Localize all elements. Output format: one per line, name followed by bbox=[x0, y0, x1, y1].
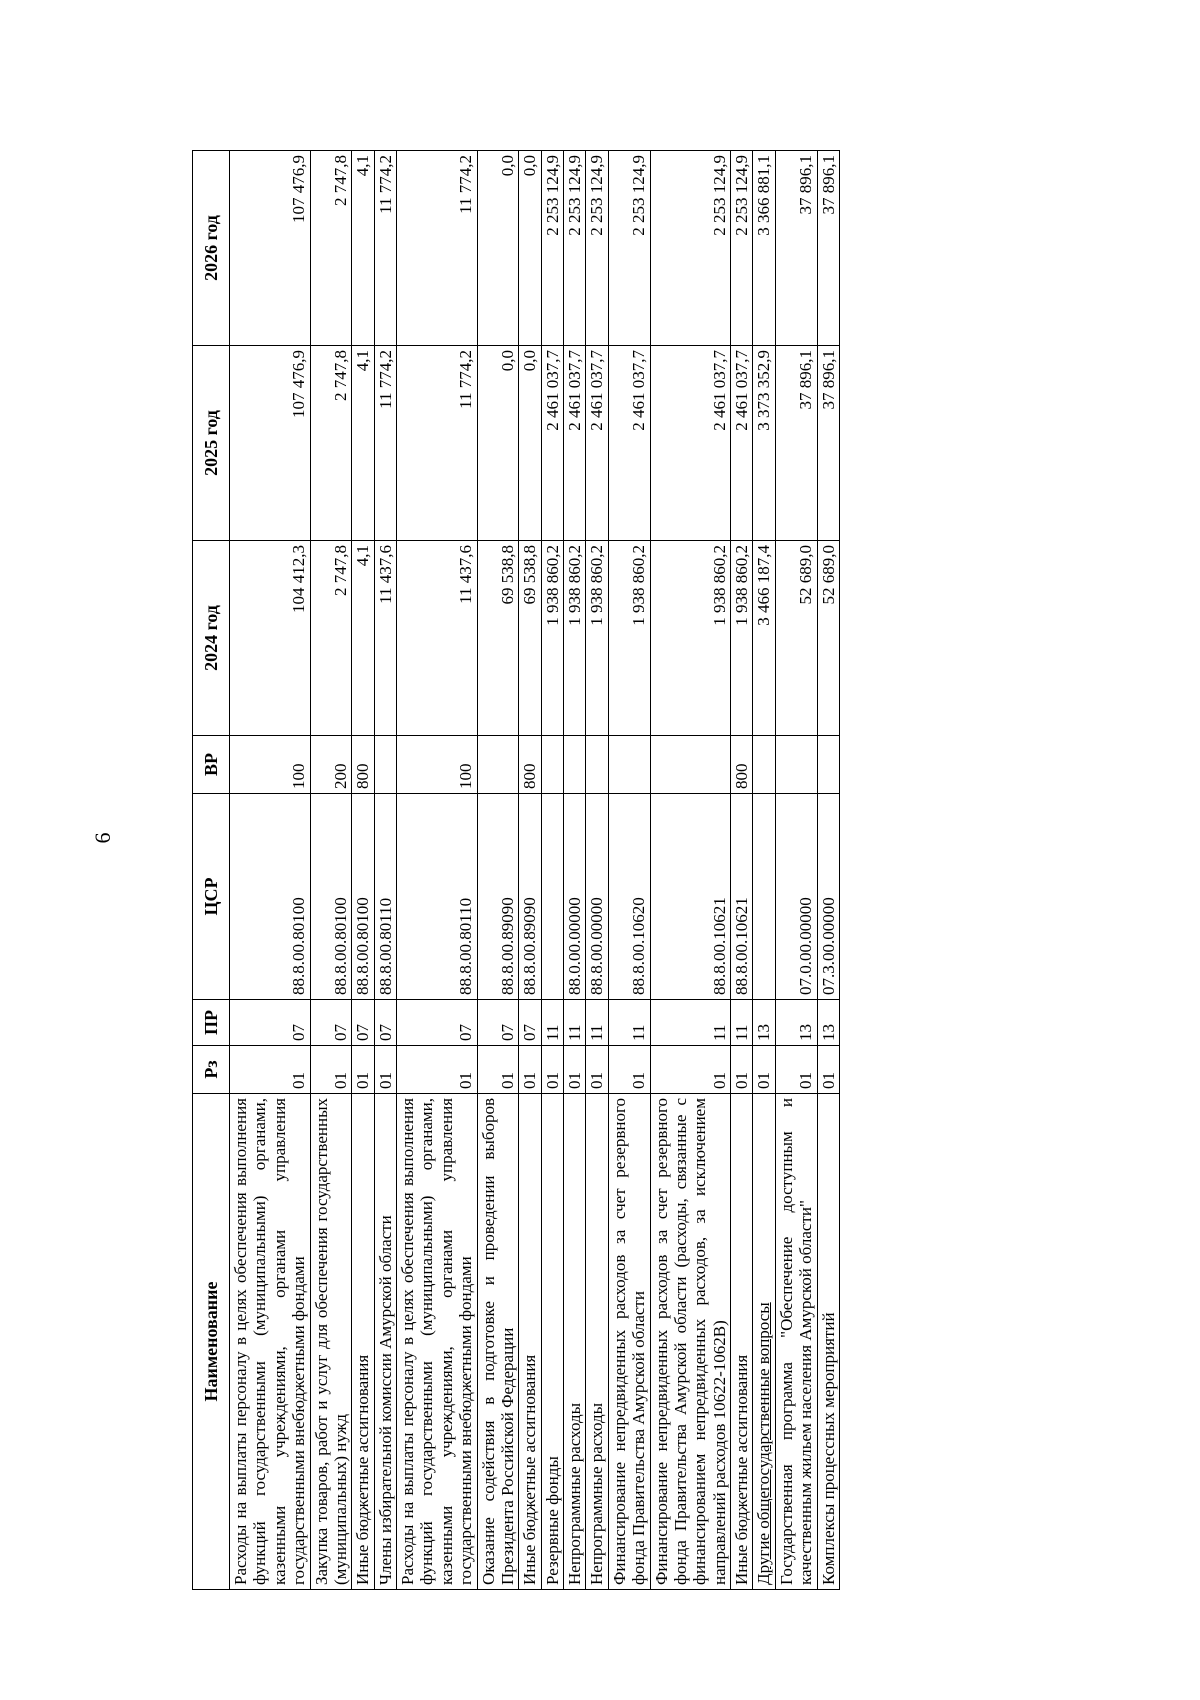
cell-rz: 01 bbox=[477, 1046, 519, 1094]
cell-name: Расходы на выплаты персоналу в целях обеспечения выполнения функций государственными (муниципальными) органами, казенными учреждениями, органами управления государственными внебюджетными фондами bbox=[397, 1094, 478, 1590]
cell-vr bbox=[564, 736, 586, 794]
cell-name: Закупка товаров, работ и услуг для обеспечения государственных (муниципальных) нужд bbox=[310, 1094, 352, 1590]
cell-rz: 01 bbox=[731, 1046, 753, 1094]
cell-2025: 37 896,1 bbox=[817, 346, 839, 541]
cell-2025: 2 461 037,7 bbox=[650, 346, 731, 541]
cell-rz: 01 bbox=[564, 1046, 586, 1094]
cell-csr: 88.8.00.89090 bbox=[519, 794, 541, 1000]
cell-name: Члены избирательной комиссии Амурской области bbox=[374, 1094, 396, 1590]
budget-table bbox=[192, 150, 840, 1590]
cell-vr bbox=[650, 736, 731, 794]
cell-2025: 3 373 352,9 bbox=[753, 346, 775, 541]
cell-pr: 11 bbox=[608, 1000, 650, 1046]
cell-name: Финансирование непредвиденных расходов за счет резервного фонда Правительства Амурской области (расходы, связанные с финансированием непредвиденных расходов, за исключением направлений расходов 10622-1062В) bbox=[650, 1094, 731, 1590]
cell-csr: 88.0.00.00000 bbox=[564, 794, 586, 1000]
table-row bbox=[775, 151, 817, 1590]
header-pr: ПР bbox=[193, 1000, 230, 1046]
table-row bbox=[477, 151, 519, 1590]
cell-2025: 107 476,9 bbox=[230, 346, 311, 541]
header-2025: 2025 год bbox=[193, 346, 230, 541]
cell-2025: 4,1 bbox=[352, 346, 374, 541]
table-row bbox=[541, 151, 563, 1590]
cell-name: Иные бюджетные ассигнования bbox=[731, 1094, 753, 1590]
table-row bbox=[650, 151, 731, 1590]
cell-2026: 11 774,2 bbox=[374, 151, 396, 346]
cell-pr: 13 bbox=[775, 1000, 817, 1046]
table-row bbox=[519, 151, 541, 1590]
cell-csr: 88.8.00.89090 bbox=[477, 794, 519, 1000]
cell-pr: 11 bbox=[564, 1000, 586, 1046]
cell-2025: 37 896,1 bbox=[775, 346, 817, 541]
page-number: 6 bbox=[90, 832, 115, 844]
header-vr: ВР bbox=[193, 736, 230, 794]
cell-vr bbox=[753, 736, 775, 794]
cell-vr bbox=[608, 736, 650, 794]
cell-pr: 07 bbox=[310, 1000, 352, 1046]
cell-csr: 07.0.00.00000 bbox=[775, 794, 817, 1000]
table-row bbox=[310, 151, 352, 1590]
cell-2026: 11 774,2 bbox=[397, 151, 478, 346]
cell-vr bbox=[477, 736, 519, 794]
cell-pr: 07 bbox=[519, 1000, 541, 1046]
cell-csr: 07.3.00.00000 bbox=[817, 794, 839, 1000]
cell-rz: 01 bbox=[374, 1046, 396, 1094]
table-body bbox=[230, 151, 840, 1590]
cell-pr: 13 bbox=[817, 1000, 839, 1046]
cell-vr bbox=[775, 736, 817, 794]
table-row bbox=[608, 151, 650, 1590]
cell-pr: 07 bbox=[230, 1000, 311, 1046]
cell-2025: 2 461 037,7 bbox=[586, 346, 608, 541]
cell-2025: 2 461 037,7 bbox=[608, 346, 650, 541]
cell-2025: 0,0 bbox=[477, 346, 519, 541]
cell-2025: 2 747,8 bbox=[310, 346, 352, 541]
cell-name: Комплексы процессных мероприятий bbox=[817, 1094, 839, 1590]
cell-name: Иные бюджетные ассигнования bbox=[519, 1094, 541, 1590]
cell-2024: 1 938 860,2 bbox=[541, 541, 563, 736]
table-row bbox=[374, 151, 396, 1590]
table-row bbox=[586, 151, 608, 1590]
cell-rz: 01 bbox=[817, 1046, 839, 1094]
cell-pr: 07 bbox=[374, 1000, 396, 1046]
table-row bbox=[817, 151, 839, 1590]
cell-2024: 1 938 860,2 bbox=[564, 541, 586, 736]
cell-2026: 3 366 881,1 bbox=[753, 151, 775, 346]
rotated-table-container bbox=[192, 150, 1012, 1590]
cell-csr bbox=[541, 794, 563, 1000]
cell-2025: 2 461 037,7 bbox=[731, 346, 753, 541]
cell-pr: 11 bbox=[541, 1000, 563, 1046]
cell-rz: 01 bbox=[352, 1046, 374, 1094]
cell-2026: 2 747,8 bbox=[310, 151, 352, 346]
cell-name: Финансирование непредвиденных расходов за счет резервного фонда Правительства Амурской области bbox=[608, 1094, 650, 1590]
cell-2024: 52 689,0 bbox=[775, 541, 817, 736]
cell-rz: 01 bbox=[310, 1046, 352, 1094]
cell-vr: 800 bbox=[519, 736, 541, 794]
cell-2024: 1 938 860,2 bbox=[650, 541, 731, 736]
cell-csr: 88.8.00.80110 bbox=[374, 794, 396, 1000]
cell-2025: 11 774,2 bbox=[397, 346, 478, 541]
cell-vr bbox=[586, 736, 608, 794]
cell-name: Расходы на выплаты персоналу в целях обеспечения выполнения функций государственными (муниципальными) органами, казенными учреждениями, органами управления государственными внебюджетными фондами bbox=[230, 1094, 311, 1590]
cell-vr: 800 bbox=[352, 736, 374, 794]
cell-2024: 1 938 860,2 bbox=[586, 541, 608, 736]
cell-2024: 4,1 bbox=[352, 541, 374, 736]
cell-2026: 107 476,9 bbox=[230, 151, 311, 346]
cell-vr: 100 bbox=[230, 736, 311, 794]
cell-name: Иные бюджетные ассигнования bbox=[352, 1094, 374, 1590]
table-row bbox=[731, 151, 753, 1590]
cell-csr: 88.8.00.10621 bbox=[731, 794, 753, 1000]
cell-rz: 01 bbox=[775, 1046, 817, 1094]
cell-vr: 100 bbox=[397, 736, 478, 794]
cell-pr: 11 bbox=[731, 1000, 753, 1046]
cell-2024: 69 538,8 bbox=[477, 541, 519, 736]
cell-csr bbox=[753, 794, 775, 1000]
cell-rz: 01 bbox=[541, 1046, 563, 1094]
cell-rz: 01 bbox=[586, 1046, 608, 1094]
cell-rz: 01 bbox=[753, 1046, 775, 1094]
table-header-row bbox=[193, 151, 230, 1590]
cell-csr: 88.8.00.00000 bbox=[586, 794, 608, 1000]
cell-2024: 52 689,0 bbox=[817, 541, 839, 736]
cell-2024: 69 538,8 bbox=[519, 541, 541, 736]
header-name: Наименование bbox=[193, 1094, 230, 1590]
cell-rz: 01 bbox=[608, 1046, 650, 1094]
cell-pr: 11 bbox=[586, 1000, 608, 1046]
cell-2026: 2 253 124,9 bbox=[586, 151, 608, 346]
cell-name: Оказание содействия в подготовке и проведении выборов Президента Российской Федерации bbox=[477, 1094, 519, 1590]
cell-vr bbox=[374, 736, 396, 794]
cell-csr: 88.8.00.80110 bbox=[397, 794, 478, 1000]
table-row bbox=[352, 151, 374, 1590]
header-rz: Рз bbox=[193, 1046, 230, 1094]
cell-name: Государственная программа "Обеспечение доступным и качественным жильем населения Амурской области" bbox=[775, 1094, 817, 1590]
cell-pr: 07 bbox=[352, 1000, 374, 1046]
cell-vr: 200 bbox=[310, 736, 352, 794]
table-row bbox=[397, 151, 478, 1590]
cell-2024: 1 938 860,2 bbox=[608, 541, 650, 736]
cell-2024: 11 437,6 bbox=[397, 541, 478, 736]
cell-pr: 07 bbox=[397, 1000, 478, 1046]
table-row bbox=[230, 151, 311, 1590]
cell-pr: 07 bbox=[477, 1000, 519, 1046]
cell-2026: 0,0 bbox=[519, 151, 541, 346]
cell-2026: 2 253 124,9 bbox=[608, 151, 650, 346]
cell-csr: 88.8.00.80100 bbox=[352, 794, 374, 1000]
cell-2026: 2 253 124,9 bbox=[541, 151, 563, 346]
cell-2026: 4,1 bbox=[352, 151, 374, 346]
cell-2026: 2 253 124,9 bbox=[650, 151, 731, 346]
table-row bbox=[753, 151, 775, 1590]
cell-2025: 0,0 bbox=[519, 346, 541, 541]
header-2024: 2024 год bbox=[193, 541, 230, 736]
cell-rz: 01 bbox=[397, 1046, 478, 1094]
cell-vr bbox=[817, 736, 839, 794]
cell-rz: 01 bbox=[230, 1046, 311, 1094]
cell-2026: 37 896,1 bbox=[817, 151, 839, 346]
cell-name: Непрограммные расходы bbox=[586, 1094, 608, 1590]
cell-name: Резервные фонды bbox=[541, 1094, 563, 1590]
cell-name bbox=[753, 1094, 775, 1590]
cell-2026: 0,0 bbox=[477, 151, 519, 346]
cell-name-text: Другие общегосударственные вопросы bbox=[754, 1302, 774, 1585]
cell-2025: 2 461 037,7 bbox=[564, 346, 586, 541]
cell-2026: 2 253 124,9 bbox=[564, 151, 586, 346]
cell-csr: 88.8.00.10621 bbox=[650, 794, 731, 1000]
cell-csr: 88.8.00.80100 bbox=[310, 794, 352, 1000]
cell-2026: 37 896,1 bbox=[775, 151, 817, 346]
cell-pr: 11 bbox=[650, 1000, 731, 1046]
cell-2025: 2 461 037,7 bbox=[541, 346, 563, 541]
cell-2025: 11 774,2 bbox=[374, 346, 396, 541]
cell-2024: 1 938 860,2 bbox=[731, 541, 753, 736]
cell-2026: 2 253 124,9 bbox=[731, 151, 753, 346]
cell-2024: 3 466 187,4 bbox=[753, 541, 775, 736]
cell-name: Непрограммные расходы bbox=[564, 1094, 586, 1590]
cell-pr: 13 bbox=[753, 1000, 775, 1046]
cell-2024: 2 747,8 bbox=[310, 541, 352, 736]
cell-2024: 104 412,3 bbox=[230, 541, 311, 736]
cell-csr: 88.8.00.10620 bbox=[608, 794, 650, 1000]
cell-rz: 01 bbox=[650, 1046, 731, 1094]
cell-vr: 800 bbox=[731, 736, 753, 794]
cell-vr bbox=[541, 736, 563, 794]
header-csr: ЦСР bbox=[193, 794, 230, 1000]
cell-rz: 01 bbox=[519, 1046, 541, 1094]
cell-csr: 88.8.00.80100 bbox=[230, 794, 311, 1000]
cell-2024: 11 437,6 bbox=[374, 541, 396, 736]
table-row bbox=[564, 151, 586, 1590]
header-2026: 2026 год bbox=[193, 151, 230, 346]
